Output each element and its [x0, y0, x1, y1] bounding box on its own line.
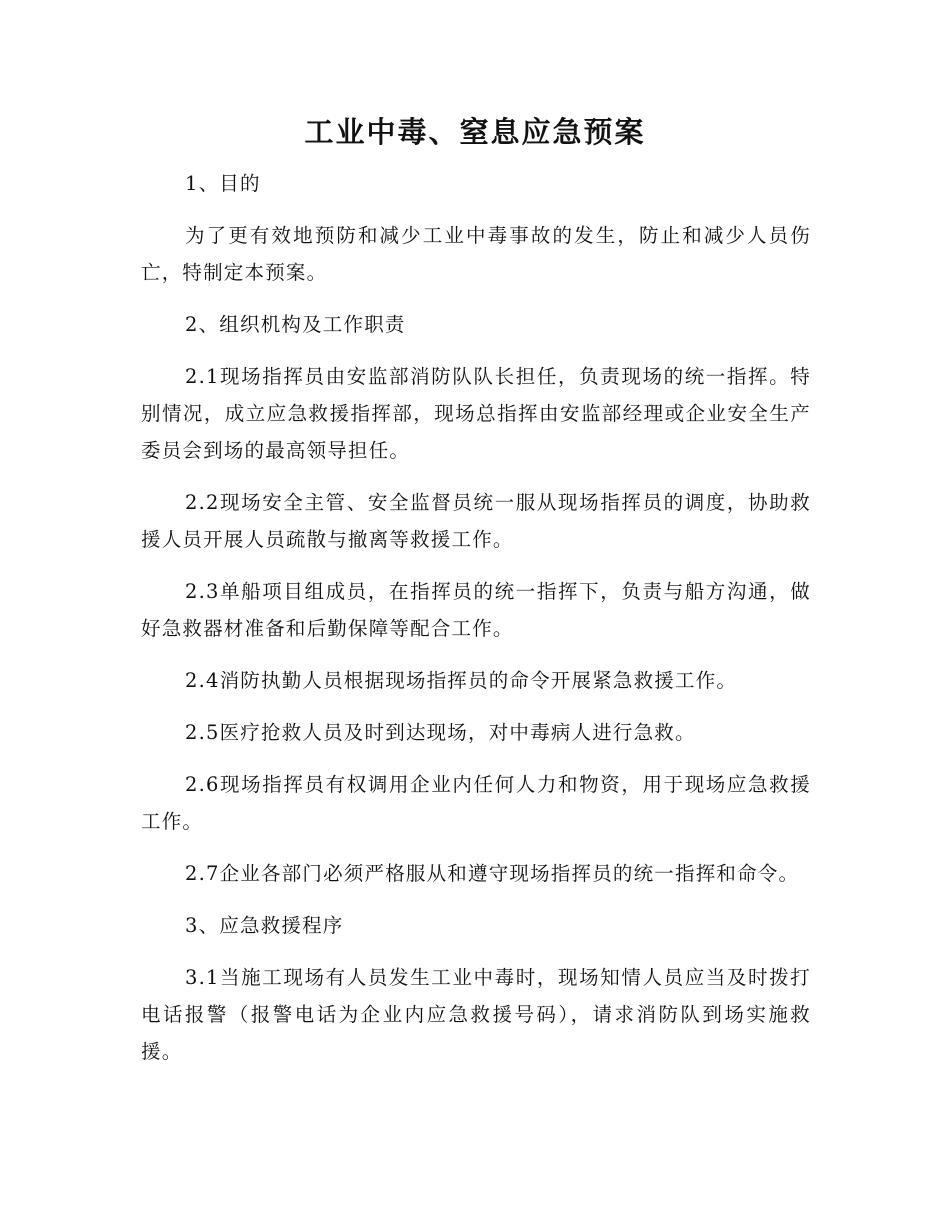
- document-title: 工业中毒、窒息应急预案: [304, 115, 646, 149]
- paragraph-2-5: 2.5医疗抢救人员及时到达现场，对中毒病人进行急救。: [185, 721, 696, 744]
- paragraph-purpose: 为了更有效地预防和减少工业中毒事故的发生，防止和减少人员伤亡，特制定本预案。: [141, 224, 811, 284]
- section-heading-purpose: 1、目的: [185, 172, 261, 195]
- paragraph-2-1: 2.1现场指挥员由安监部消防队队长担任，负责现场的统一指挥。特别情况，成立应急救援指挥部，现场总指挥由安监部经理或企业安全生产委员会到场的最高领导担任。: [141, 365, 811, 462]
- paragraph-2-7: 2.7企业各部门必须严格服从和遵守现场指挥员的统一指挥和命令。: [185, 862, 800, 885]
- paragraph-2-4: 2.4消防执勤人员根据现场指挥员的命令开展紧急救援工作。: [185, 669, 738, 692]
- paragraph-2-2: 2.2现场安全主管、安全监督员统一服从现场指挥员的调度，协助救援人员开展人员疏散与撤离等救援工作。: [141, 491, 811, 551]
- section-heading-procedure: 3、应急救援程序: [185, 914, 344, 937]
- document-body: [141, 165, 811, 1085]
- paragraph-2-3: 2.3单船项目组成员，在指挥员的统一指挥下，负责与船方沟通，做好急救器材准备和后勤保障等配合工作。: [141, 580, 811, 640]
- paragraph-2-6: 2.6现场指挥员有权调用企业内任何人力和物资，用于现场应急救援工作。: [141, 773, 811, 833]
- paragraph-3-1: 3.1当施工现场有人员发生工业中毒时，现场知情人员应当及时拨打电话报警（报警电话为企业内应急救援号码），请求消防队到场实施救援。: [141, 966, 811, 1063]
- section-heading-organization: 2、组织机构及工作职责: [185, 313, 406, 336]
